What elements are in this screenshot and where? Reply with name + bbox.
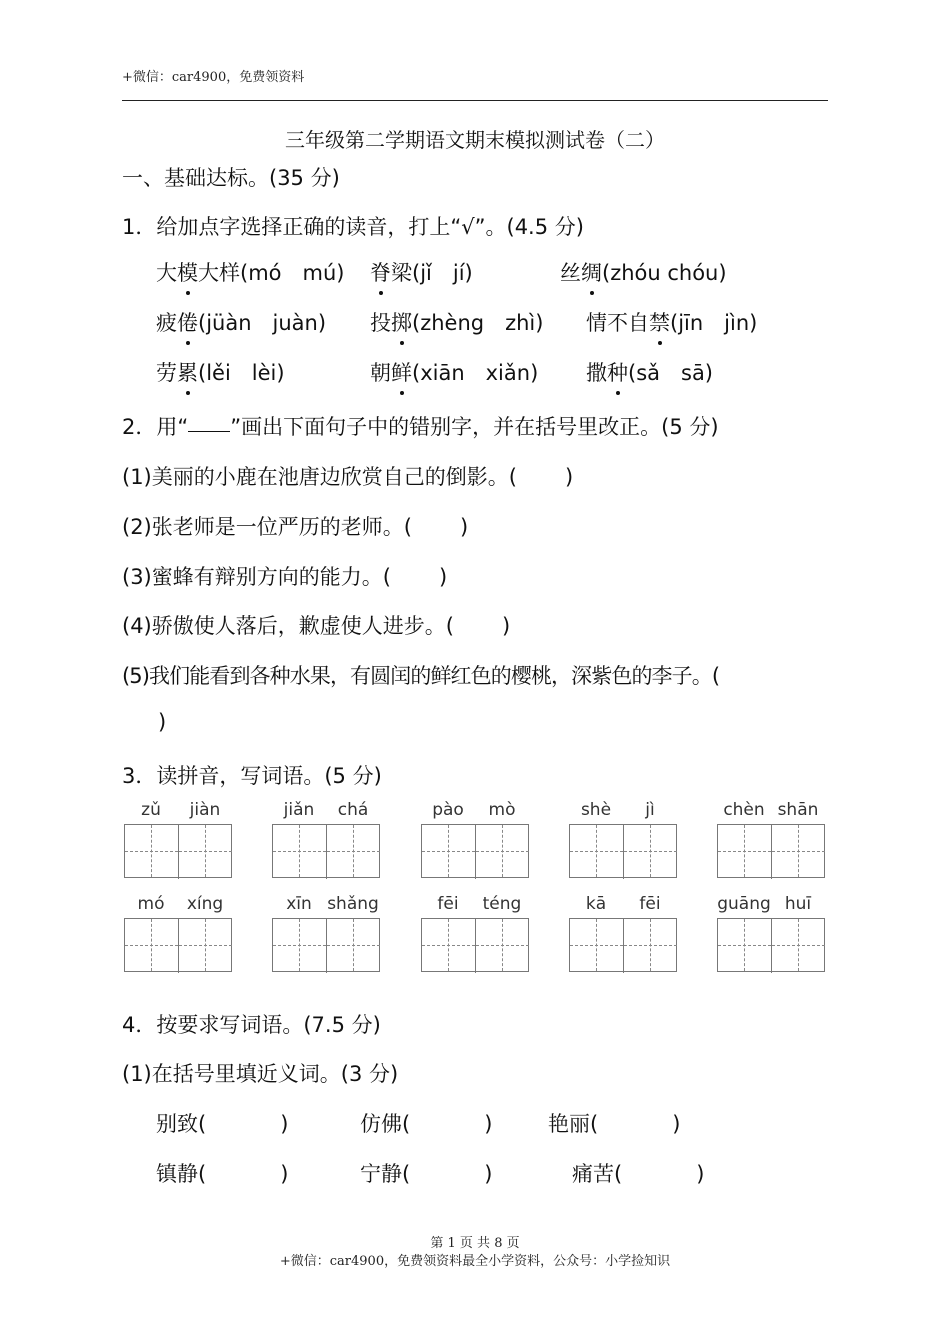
dot-char: 累	[177, 357, 198, 387]
q4-item: 艳丽( )	[548, 1112, 681, 1136]
dot-char: 禁	[649, 307, 670, 337]
underline-blank	[188, 431, 230, 432]
word-grid[interactable]	[272, 800, 380, 878]
pinyin: jiàn	[189, 800, 221, 820]
q2-heading: 2．用“ ”画出下面句子中的错别字，并在括号里改正。(5 分)	[122, 415, 719, 439]
word-grid[interactable]	[569, 800, 677, 878]
q1-item: 劳累(lěi lèi)	[156, 357, 285, 387]
q3-heading: 3．读拼音，写词语。(5 分)	[122, 764, 382, 788]
page-number: 第 1 页 共 8 页	[430, 1236, 520, 1251]
q2-item-close: )	[158, 710, 167, 734]
q4-item: 宁静( )	[360, 1162, 493, 1186]
pinyin: huī	[784, 894, 812, 914]
pinyin: téng	[482, 894, 522, 914]
section-heading: 一、基础达标。(35 分)	[122, 166, 340, 190]
q1-item: 疲倦(jüàn juàn)	[156, 307, 326, 337]
q2-item: (3)蜜蜂有辩别方向的能力。( )	[122, 565, 448, 589]
q4-item: 仿佛( )	[360, 1112, 493, 1136]
pinyin: kā	[585, 894, 607, 914]
word-grid[interactable]	[569, 894, 677, 972]
word-grid[interactable]	[421, 894, 529, 972]
pinyin: jiǎn	[283, 800, 315, 820]
dot-char: 种	[607, 357, 628, 387]
word-grid[interactable]	[421, 800, 529, 878]
pinyin: mó	[137, 894, 165, 914]
dot-char: 绸	[581, 257, 602, 287]
dot-char: 倦	[177, 307, 198, 337]
q1-item: 投掷(zhèng zhì)	[370, 307, 543, 337]
word-grid[interactable]	[272, 894, 380, 972]
q1-item: 情不自禁(jīn jìn)	[586, 307, 757, 337]
pinyin: fēi	[437, 894, 459, 914]
q1-item: 大模大样(mó mú)	[156, 257, 344, 287]
pinyin: jì	[645, 800, 655, 820]
q4-item: 痛苦( )	[572, 1162, 705, 1186]
word-grid[interactable]	[124, 894, 232, 972]
q2-item: (2)张老师是一位严历的老师。( )	[122, 515, 469, 539]
pinyin: chèn	[723, 800, 765, 820]
q1-item: 丝绸(zhóu chóu)	[560, 257, 727, 287]
q1-item: 撒种(sǎ sā)	[586, 357, 713, 387]
pinyin: mò	[488, 800, 516, 820]
pinyin: chá	[337, 800, 369, 820]
q1-item: 朝鲜(xiān xiǎn)	[370, 357, 538, 387]
q2-item: (4)骄傲使人落后，歉虚使人进步。( )	[122, 614, 511, 638]
q4-item: 别致( )	[156, 1112, 289, 1136]
q2-item: (5)我们能看到各种水果，有圆闰的鲜红色的樱桃，深紫色的李子。(	[122, 664, 720, 688]
word-grid[interactable]	[717, 800, 825, 878]
dot-char: 模	[177, 257, 198, 287]
footer-note: +微信：car4900，免费领资料最全小学资料，公众号：小学捡知识	[279, 1254, 671, 1269]
header-divider	[122, 100, 828, 101]
pinyin: guāng	[717, 894, 771, 914]
q2-item: (1)美丽的小鹿在池唐边欣赏自己的倒影。( )	[122, 465, 574, 489]
pinyin: fēi	[639, 894, 661, 914]
pinyin: xīn	[286, 894, 312, 914]
dot-char: 掷	[391, 307, 412, 337]
q1-heading: 1．给加点字选择正确的读音，打上“√”。(4.5 分)	[122, 215, 584, 239]
pinyin: zǔ	[141, 800, 161, 820]
pinyin: xíng	[186, 894, 224, 914]
word-grid[interactable]	[717, 894, 825, 972]
pinyin: pào	[432, 800, 464, 820]
pinyin: shǎng	[327, 894, 379, 914]
dot-char: 鲜	[391, 357, 412, 387]
q4-subheading: (1)在括号里填近义词。(3 分)	[122, 1062, 399, 1086]
word-grid[interactable]	[124, 800, 232, 878]
pinyin: shān	[777, 800, 819, 820]
q4-item: 镇静( )	[156, 1162, 289, 1186]
q4-heading: 4．按要求写词语。(7.5 分)	[122, 1013, 381, 1037]
pinyin: shè	[580, 800, 612, 820]
q1-item: 脊梁(jǐ jí)	[370, 257, 473, 287]
header-note: +微信：car4900，免费领资料	[122, 70, 305, 85]
dot-char: 脊	[370, 257, 391, 287]
page-title: 三年级第二学期语文期末模拟测试卷（二）	[285, 128, 665, 152]
